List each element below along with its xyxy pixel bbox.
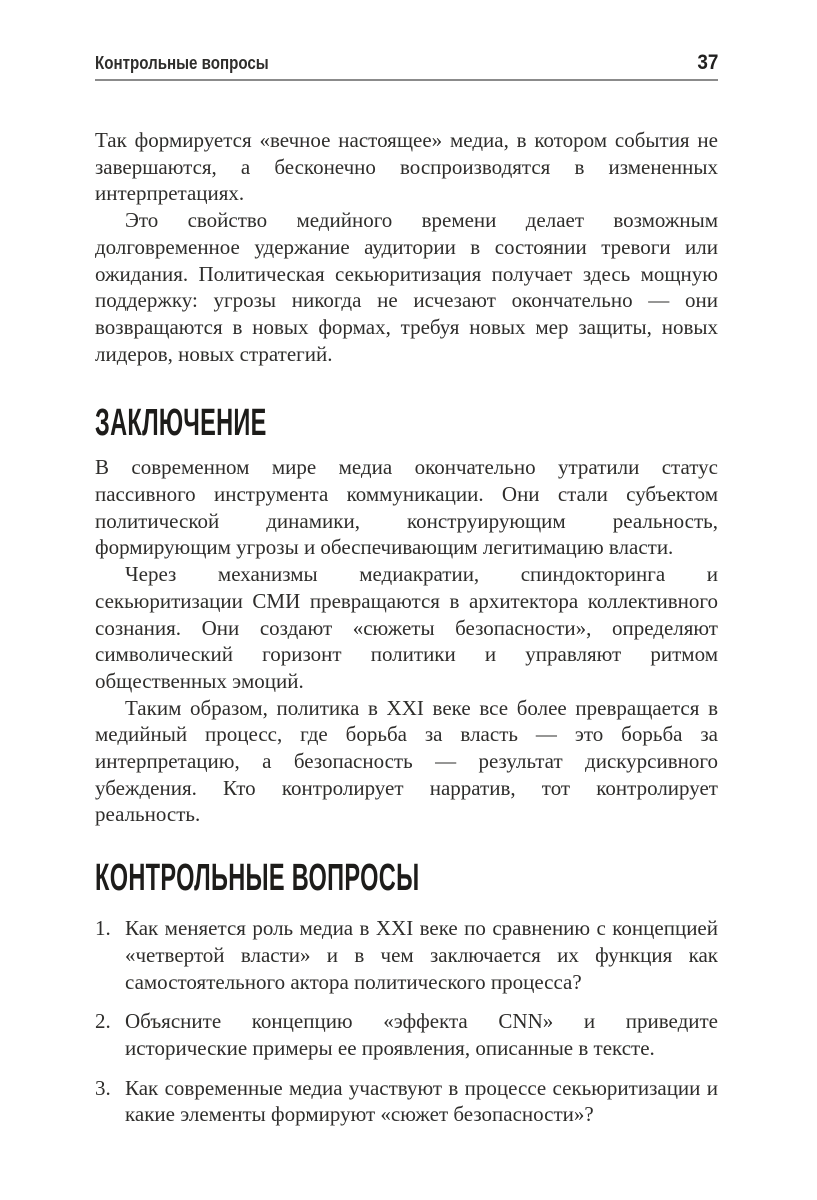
conclusion-paragraph: В современном мире медиа окончательно утратили статус пассивного инструмента коммуникации. Они стали субъектом политической динамики, конструирующим реальность, формирующим угрозы и обеспечивающим легитимацию власти. xyxy=(95,455,718,560)
question-number: 2. xyxy=(95,1009,111,1034)
intro-paragraph: Так формируется «вечное настоящее» медиа, в котором события не завершаются, а бесконечно воспроизводятся в измененных интерпретациях. xyxy=(95,128,718,206)
intro-paragraph: Это свойство медийного времени делает возможным долговременное удержание аудитории в состоянии тревоги или ожидания. Политическая секьюритизация получает здесь мощную поддержку: угрозы никогда не исчезают окончательно — они возвращаются в новых формах, требуя новых мер защиты, новых лидеров, новых стратегий. xyxy=(95,208,718,366)
page-number: 37 xyxy=(696,51,718,74)
questions-section xyxy=(95,859,718,1128)
running-header-title: Контрольные вопросы xyxy=(95,53,269,73)
questions-heading: КОНТРОЛЬНЫЕ ВОПРОСЫ xyxy=(95,857,420,900)
question-item xyxy=(95,1008,718,1061)
question-item xyxy=(95,915,718,995)
question-number: 1. xyxy=(95,916,111,941)
conclusion-paragraph: Через механизмы медиакратии, спиндокторинга и секьюритизации СМИ превращаются в архитектора коллективного сознания. Они создают «сюжеты безопасности», определяют символический горизонт политики и управляют ритмом общественных эмоций. xyxy=(95,562,718,693)
conclusion-paragraph: Таким образом, политика в XXI веке все более превращается в медийный процесс, где борьба за власть — это борьба за интерпретацию, а безопасность — результат дискурсивного убеждения. Кто контролирует нарратив, тот контролирует реальность. xyxy=(95,695,718,827)
question-number: 3. xyxy=(95,1075,111,1100)
question-text: Как современные медиа участвуют в процессе секьюритизации и какие элементы формируют «сюжет безопасности»? xyxy=(125,1075,718,1127)
conclusion-heading: ЗАКЛЮЧЕНИЕ xyxy=(95,402,267,445)
page-body xyxy=(95,127,718,1128)
conclusion-section xyxy=(95,404,718,828)
running-header xyxy=(95,52,718,81)
question-text: Объясните концепцию «эффекта CNN» и приведите исторические примеры ее проявления, описанные в тексте. xyxy=(125,1009,718,1060)
question-text: Как меняется роль медиа в XXI веке по сравнению с концепцией «четвертой власти» и в чем заключается их функция как самостоятельного актора политического процесса? xyxy=(125,916,718,994)
intro-section xyxy=(95,127,718,367)
questions-list xyxy=(95,915,718,1128)
question-item xyxy=(95,1075,718,1128)
